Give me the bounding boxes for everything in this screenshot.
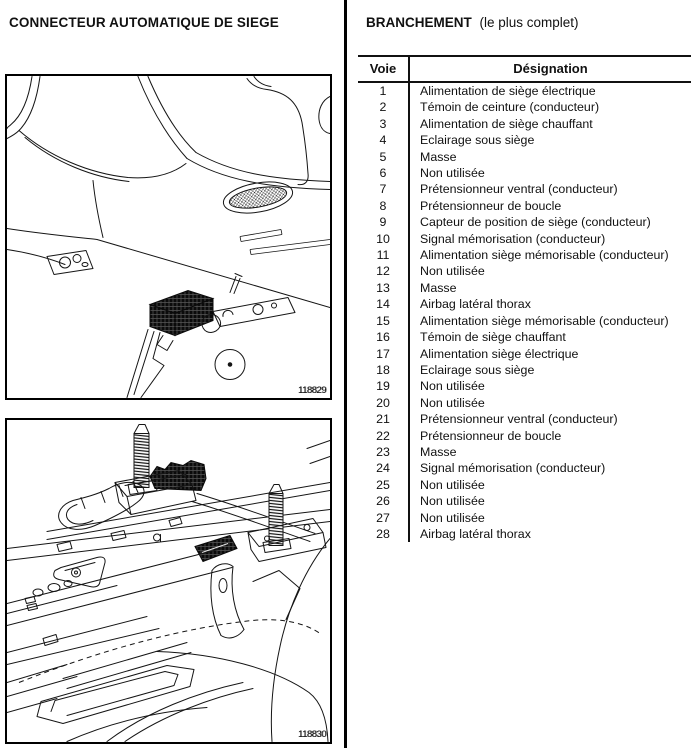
voie-cell: 17 [358, 346, 409, 362]
voie-cell: 12 [358, 263, 409, 279]
voie-cell: 22 [358, 428, 409, 444]
voie-cell: 15 [358, 313, 409, 329]
designation-cell: Prétensionneur de boucle [420, 198, 562, 213]
designation-cell: Capteur de position de siège (conducteur) [420, 215, 651, 230]
seat-rail [127, 330, 164, 398]
table-row [358, 526, 691, 542]
table-row [358, 428, 691, 444]
designation-cell: Alimentation siège électrique [420, 346, 579, 361]
figure-number: 118830 [298, 729, 326, 740]
table-row [358, 477, 691, 493]
table-row [358, 198, 691, 214]
voie-cell: 23 [358, 444, 409, 460]
designation-cell: Prétensionneur ventral (conducteur) [420, 182, 618, 197]
table-row [358, 231, 691, 247]
wiring-harness-loop [59, 482, 144, 530]
voie-cell: 27 [358, 510, 409, 526]
designation-cell: Non utilisée [420, 395, 485, 410]
table-row [358, 444, 691, 460]
voie-cell: 3 [358, 116, 409, 132]
branchement-title: BRANCHEMENT [366, 15, 472, 30]
table-row [358, 247, 691, 263]
connector-bracket [202, 274, 295, 333]
voie-cell: 18 [358, 362, 409, 378]
speaker-grille [221, 177, 295, 218]
voie-cell: 10 [358, 231, 409, 247]
designation-cell: Airbag latéral thorax [420, 297, 531, 312]
table-row [358, 411, 691, 427]
table-row [358, 493, 691, 509]
table-row [358, 329, 691, 345]
table-body [358, 82, 691, 542]
mounting-platform-rear [248, 519, 326, 562]
designation-cell: Prétensionneur ventral (conducteur) [420, 412, 618, 427]
table-row [358, 132, 691, 148]
table-row [358, 214, 691, 230]
table-row [358, 362, 691, 378]
designation-cell: Non utilisée [420, 494, 485, 509]
branchement-subtitle: (le plus complet) [479, 15, 579, 30]
designation-cell: Prétensionneur de boucle [420, 428, 562, 443]
designation-cell: Signal mémorisation (conducteur) [420, 231, 606, 246]
table-row [358, 181, 691, 197]
designation-cell: Témoin de siège chauffant [420, 330, 566, 345]
voie-cell: 25 [358, 477, 409, 493]
designation-cell: Masse [420, 280, 457, 295]
designation-cell: Eclairage sous siège [420, 362, 535, 377]
voie-header: Voie [358, 56, 409, 82]
table-row [358, 313, 691, 329]
page-title-left: CONNECTEUR AUTOMATIQUE DE SIEGE [9, 15, 279, 30]
designation-cell: Alimentation de siège électrique [420, 84, 596, 98]
table-row [358, 165, 691, 181]
voie-cell: 1 [358, 82, 409, 99]
voie-cell: 19 [358, 378, 409, 394]
voie-cell: 14 [358, 296, 409, 312]
sill-trim-strips [240, 230, 330, 255]
table-row [358, 99, 691, 115]
connector-wedge [195, 536, 237, 562]
table-row [358, 116, 691, 132]
voie-cell: 8 [358, 198, 409, 214]
voie-cell: 2 [358, 99, 409, 115]
mounting-plate [47, 251, 93, 275]
designation-cell: Signal mémorisation (conducteur) [420, 461, 606, 476]
voie-cell: 28 [358, 526, 409, 542]
voie-cell: 21 [358, 411, 409, 427]
voie-cell: 16 [358, 329, 409, 345]
voie-cell: 9 [358, 214, 409, 230]
designation-cell: Masse [420, 149, 457, 164]
table-row [358, 149, 691, 165]
voie-cell: 7 [358, 181, 409, 197]
designation-cell: Témoin de ceinture (conducteur) [420, 100, 600, 115]
voie-cell: 6 [358, 165, 409, 181]
table-row [358, 460, 691, 476]
table-row [358, 395, 691, 411]
designation-cell: Alimentation siège mémorisable (conducteur) [420, 313, 669, 328]
seat-floor-connector-drawing [7, 76, 330, 398]
voie-cell: 5 [358, 149, 409, 165]
voie-cell: 4 [358, 132, 409, 148]
voie-cell: 13 [358, 280, 409, 296]
voie-cell: 24 [358, 460, 409, 476]
voie-cell: 26 [358, 493, 409, 509]
designation-cell: Eclairage sous siège [420, 133, 535, 148]
floor-grommet [215, 350, 245, 380]
designation-cell: Masse [420, 444, 457, 459]
designation-cell: Non utilisée [420, 510, 485, 525]
table-row [358, 378, 691, 394]
designation-header: Désignation [409, 56, 691, 82]
table-row [358, 510, 691, 526]
voie-cell: 20 [358, 395, 409, 411]
wires [67, 683, 253, 742]
table-row [358, 296, 691, 312]
seat-connector-block [150, 291, 213, 351]
seat-belt-strap [211, 564, 300, 638]
designation-cell: Airbag latéral thorax [420, 526, 531, 541]
designation-cell: Alimentation siège mémorisable (conducteur) [420, 248, 669, 263]
seat-underside-drawing [7, 420, 330, 742]
table-header [358, 56, 691, 82]
designation-cell: Non utilisée [420, 379, 485, 394]
designation-cell: Alimentation de siège chauffant [420, 116, 593, 131]
table-row [358, 82, 691, 99]
voie-cell: 11 [358, 247, 409, 263]
table-row [358, 280, 691, 296]
page-title-right [366, 15, 579, 30]
branchement-table [358, 55, 691, 542]
designation-cell: Non utilisée [420, 264, 485, 279]
figure-seat-underside-connector [5, 418, 332, 744]
designation-cell: Non utilisée [420, 166, 485, 181]
designation-cell: Non utilisée [420, 477, 485, 492]
column-divider-rule [344, 0, 347, 748]
figure-seat-floor-connector [5, 74, 332, 400]
table-row [358, 346, 691, 362]
table-row [358, 263, 691, 279]
figure-number: 118829 [298, 385, 326, 396]
